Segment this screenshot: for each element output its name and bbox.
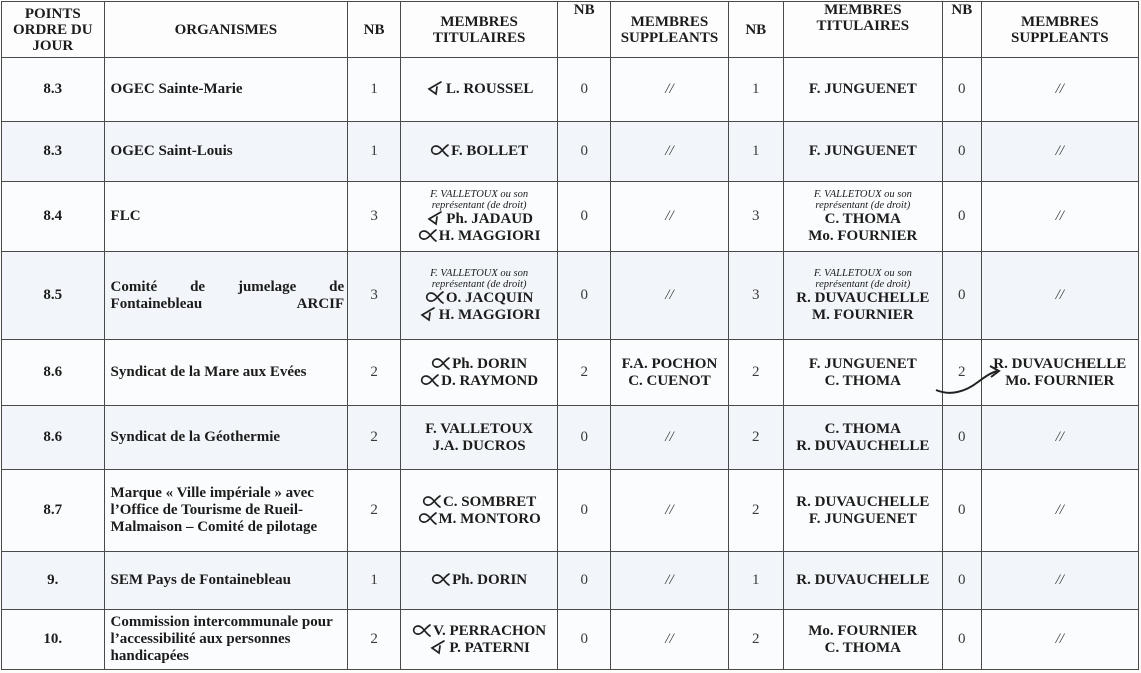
organisme-name: SEM Pays de Fontainebleau	[110, 572, 291, 588]
member-line	[404, 290, 554, 307]
titulaires-cell	[783, 470, 942, 552]
member-name: //	[665, 572, 674, 588]
nb-value: 0	[958, 429, 966, 445]
point-cell	[2, 552, 105, 610]
point-cell	[2, 340, 105, 406]
member-name: R. DUVAUCHELLE	[796, 289, 930, 306]
organisme-name: Syndicat de la Géothermie	[110, 429, 281, 445]
table-row	[2, 406, 1139, 470]
table-row	[2, 182, 1139, 252]
point-cell	[2, 58, 105, 122]
suppleants-cell	[981, 406, 1138, 470]
nb-value: 1	[751, 572, 760, 588]
nb-cell	[558, 252, 611, 340]
representative-note: F. VALLETOUX ou son représentant (de droit)	[813, 188, 912, 211]
titulaires-cell	[783, 252, 942, 340]
header-points: POINTS ORDRE DU JOUR	[2, 2, 105, 58]
handwritten-check-icon	[428, 640, 448, 654]
titulaires-cell	[783, 552, 942, 610]
organisme-cell	[104, 470, 348, 552]
member-name: F. JUNGUENET	[808, 355, 917, 372]
organisme-name: Marque « Ville impériale » avec l’Office de Tourisme de Rueil-Malmaison – Comité de pilotage	[110, 485, 318, 535]
organisme-name: Syndicat de la Mare aux Evées	[110, 364, 307, 380]
handwritten-alpha-mark-icon	[422, 494, 442, 508]
member-line	[404, 511, 554, 528]
member-line	[404, 421, 554, 438]
handwritten-alpha-mark-icon	[420, 373, 440, 387]
member-name: M. FOURNIER	[811, 306, 914, 323]
nb-value: 2	[751, 631, 760, 647]
member-name: Mo. FOURNIER	[808, 622, 918, 639]
member-name: C. CUENOT	[628, 372, 711, 389]
nb-value: 0	[958, 502, 966, 518]
nb-value: 2	[751, 502, 760, 518]
handwritten-alpha-mark-icon	[425, 290, 445, 304]
titulaires-cell	[400, 182, 557, 252]
member-name: F. JUNGUENET	[808, 510, 917, 527]
nb-value: 0	[580, 208, 588, 224]
nb-value: 2	[370, 502, 378, 518]
member-name: //	[665, 208, 674, 224]
point-number: 8.6	[43, 429, 63, 445]
member-line	[404, 356, 554, 373]
titulaires-cell	[400, 552, 557, 610]
header-nb: NB	[728, 2, 783, 58]
member-name: //	[1055, 143, 1064, 159]
nb-cell	[558, 340, 611, 406]
nb-value: 2	[580, 364, 588, 380]
organisme-cell	[104, 122, 348, 182]
member-line	[404, 572, 554, 589]
header-titulaires: MEMBRES TITULAIRES	[400, 2, 557, 58]
nb-value: 1	[751, 143, 760, 159]
member-name: R. DUVAUCHELLE	[796, 493, 930, 510]
nb-cell	[943, 470, 982, 552]
handwritten-alpha-mark-icon	[418, 228, 438, 242]
nb-cell	[943, 252, 982, 340]
nb-cell	[728, 252, 783, 340]
representative-note: F. VALLETOUX ou son représentant (de droit)	[430, 267, 529, 290]
suppleants-cell	[611, 610, 729, 670]
organisme-name: OGEC Saint-Louis	[110, 143, 233, 159]
suppleants-cell	[611, 340, 729, 406]
nb-cell	[728, 470, 783, 552]
member-name: C. THOMA	[824, 639, 902, 656]
titulaires-cell	[783, 406, 942, 470]
member-name: O. JACQUIN	[445, 289, 534, 306]
nb-cell	[728, 182, 783, 252]
point-cell	[2, 182, 105, 252]
header-nb: NB	[943, 2, 982, 58]
table-row	[2, 610, 1139, 670]
suppleants-cell	[981, 470, 1138, 552]
nb-value: 1	[370, 572, 378, 588]
nb-value: 1	[751, 81, 760, 97]
header-nb: NB	[558, 2, 611, 58]
nb-cell	[348, 252, 401, 340]
member-name: V. PERRACHON	[433, 622, 547, 639]
nb-cell	[348, 552, 401, 610]
organisme-cell	[104, 252, 348, 340]
nb-value: 0	[580, 572, 588, 588]
point-number: 8.6	[43, 364, 63, 380]
nb-value: 0	[958, 143, 966, 159]
nb-value: 0	[580, 143, 588, 159]
suppleants-cell	[981, 552, 1138, 610]
delegates-table	[1, 1, 1139, 670]
suppleants-cell	[981, 182, 1138, 252]
header-suppleants: MEMBRES SUPPLEANTS	[981, 2, 1138, 58]
nb-cell	[348, 610, 401, 670]
member-name: //	[1055, 631, 1064, 647]
nb-value: 1	[370, 143, 378, 159]
table-row	[2, 252, 1139, 340]
member-name: C. THOMA	[824, 372, 902, 389]
titulaires-cell	[783, 58, 942, 122]
member-line	[404, 623, 554, 640]
nb-cell	[943, 182, 982, 252]
suppleants-cell	[611, 552, 729, 610]
organisme-cell	[104, 552, 348, 610]
point-number: 8.7	[43, 502, 63, 518]
nb-cell	[348, 470, 401, 552]
point-cell	[2, 610, 105, 670]
handwritten-alpha-mark-icon	[431, 572, 451, 586]
representative-note: F. VALLETOUX ou son représentant (de droit)	[813, 267, 912, 290]
nb-cell	[348, 182, 401, 252]
handwritten-check-icon	[425, 81, 445, 95]
nb-cell	[728, 552, 783, 610]
member-name: C. THOMA	[824, 420, 902, 437]
nb-cell	[943, 340, 982, 406]
nb-cell	[943, 406, 982, 470]
organisme-cell	[104, 182, 348, 252]
member-name: //	[1055, 502, 1064, 518]
titulaires-cell	[783, 182, 942, 252]
member-line	[404, 494, 554, 511]
nb-cell	[558, 610, 611, 670]
member-line	[404, 438, 554, 455]
header-titulaires: MEMBRES TITULAIRES	[783, 2, 942, 58]
titulaires-cell	[783, 610, 942, 670]
nb-cell	[348, 58, 401, 122]
handwritten-alpha-mark-icon	[418, 511, 438, 525]
titulaires-cell	[400, 58, 557, 122]
member-name: //	[665, 81, 674, 97]
nb-cell	[558, 406, 611, 470]
handwritten-check-icon	[418, 307, 438, 321]
member-line	[404, 373, 554, 390]
point-number: 8.3	[43, 81, 63, 97]
handwritten-check-icon	[425, 211, 445, 225]
member-name: C. SOMBRET	[442, 493, 537, 510]
titulaires-cell	[400, 406, 557, 470]
suppleants-cell	[981, 122, 1138, 182]
member-name: C. THOMA	[824, 210, 902, 227]
member-name: R. DUVAUCHELLE	[796, 437, 930, 454]
titulaires-cell	[783, 340, 942, 406]
member-name: Ph. JADAUD	[446, 210, 533, 227]
member-name: //	[1055, 287, 1064, 303]
nb-value: 0	[958, 287, 966, 303]
point-cell	[2, 122, 105, 182]
organisme-cell	[104, 610, 348, 670]
member-name: H. MAGGIORI	[438, 227, 541, 244]
nb-cell	[348, 122, 401, 182]
titulaires-cell	[783, 122, 942, 182]
member-line	[404, 640, 554, 657]
titulaires-cell	[400, 610, 557, 670]
member-name: F. VALLETOUX	[425, 420, 534, 437]
member-name: F. BOLLET	[451, 143, 529, 159]
titulaires-cell	[400, 340, 557, 406]
nb-value: 2	[958, 364, 966, 380]
header-organismes: ORGANISMES	[104, 2, 348, 58]
suppleants-cell	[611, 406, 729, 470]
point-cell	[2, 252, 105, 340]
nb-value: 0	[958, 208, 966, 224]
point-number: 8.5	[43, 287, 63, 303]
nb-cell	[558, 58, 611, 122]
organisme-cell	[104, 340, 348, 406]
nb-value: 2	[751, 429, 760, 445]
nb-value: 3	[370, 287, 378, 303]
nb-cell	[728, 340, 783, 406]
nb-value: 0	[958, 81, 966, 97]
member-name: F. JUNGUENET	[808, 143, 917, 159]
table-row	[2, 58, 1139, 122]
nb-value: 3	[751, 287, 760, 303]
nb-cell	[558, 552, 611, 610]
table-row	[2, 340, 1139, 406]
member-name: Mo. FOURNIER	[1005, 372, 1115, 389]
nb-cell	[558, 470, 611, 552]
member-name: //	[665, 429, 674, 445]
titulaires-cell	[400, 122, 557, 182]
header-nb: NB	[348, 2, 401, 58]
nb-cell	[728, 58, 783, 122]
nb-value: 2	[370, 429, 378, 445]
nb-value: 3	[370, 208, 378, 224]
member-line	[404, 143, 554, 160]
suppleants-cell	[611, 58, 729, 122]
suppleants-cell	[981, 252, 1138, 340]
suppleants-cell	[981, 610, 1138, 670]
member-name: Ph. DORIN	[452, 572, 528, 588]
member-name: M. MONTORO	[438, 510, 541, 527]
nb-cell	[728, 610, 783, 670]
nb-cell	[943, 58, 982, 122]
member-name: F. JUNGUENET	[808, 81, 917, 97]
point-number: 9.	[47, 572, 59, 588]
nb-cell	[728, 122, 783, 182]
suppleants-cell	[611, 252, 729, 340]
member-name: //	[665, 502, 674, 518]
nb-value: 2	[370, 364, 378, 380]
point-number: 8.3	[43, 143, 63, 159]
nb-cell	[348, 406, 401, 470]
point-number: 10.	[43, 631, 63, 647]
organisme-name: Commission intercommunale pour l’accessibilité aux personnes handicapées	[110, 614, 333, 664]
member-name: //	[665, 143, 674, 159]
nb-value: 0	[958, 631, 966, 647]
suppleants-cell	[981, 58, 1138, 122]
member-name: //	[665, 631, 674, 647]
table-row	[2, 552, 1139, 610]
nb-cell	[348, 340, 401, 406]
member-name: //	[1055, 572, 1064, 588]
member-name: //	[1055, 429, 1064, 445]
point-number: 8.4	[43, 208, 63, 224]
nb-value: 0	[580, 287, 588, 303]
member-name: R. DUVAUCHELLE	[993, 355, 1127, 372]
nb-value: 0	[580, 631, 588, 647]
suppleants-cell	[611, 470, 729, 552]
nb-value: 2	[751, 364, 760, 380]
point-cell	[2, 406, 105, 470]
nb-cell	[558, 122, 611, 182]
member-name: D. RAYMOND	[441, 372, 539, 389]
member-name: P. PATERNI	[449, 639, 530, 656]
nb-cell	[943, 122, 982, 182]
handwritten-alpha-mark-icon	[412, 623, 432, 637]
titulaires-cell	[400, 252, 557, 340]
member-name: J.A. DUCROS	[432, 437, 526, 454]
representative-note: F. VALLETOUX ou son représentant (de droit)	[430, 188, 529, 211]
organisme-cell	[104, 406, 348, 470]
member-name: F.A. POCHON	[621, 355, 718, 372]
nb-cell	[943, 610, 982, 670]
member-line	[404, 81, 554, 98]
member-line	[404, 228, 554, 245]
nb-cell	[943, 552, 982, 610]
organisme-cell	[104, 58, 348, 122]
member-name: //	[1055, 81, 1064, 97]
member-line	[404, 307, 554, 324]
nb-value: 2	[370, 631, 378, 647]
member-name: Ph. DORIN	[452, 355, 528, 372]
table-row	[2, 470, 1139, 552]
member-line	[404, 211, 554, 228]
member-name: H. MAGGIORI	[438, 306, 541, 323]
titulaires-cell	[400, 470, 557, 552]
nb-value: 0	[958, 572, 966, 588]
member-name: //	[665, 287, 674, 303]
nb-value: 3	[751, 208, 760, 224]
member-name: R. DUVAUCHELLE	[796, 572, 930, 588]
suppleants-cell	[981, 340, 1138, 406]
organisme-name: FLC	[110, 208, 141, 224]
nb-value: 0	[580, 502, 588, 518]
point-cell	[2, 470, 105, 552]
member-name: L. ROUSSEL	[445, 81, 534, 97]
suppleants-cell	[611, 182, 729, 252]
header-suppleants: MEMBRES SUPPLEANTS	[611, 2, 729, 58]
suppleants-cell	[611, 122, 729, 182]
nb-value: 1	[370, 81, 378, 97]
handwritten-alpha-mark-icon	[431, 356, 451, 370]
nb-cell	[728, 406, 783, 470]
organisme-name: OGEC Sainte-Marie	[110, 81, 243, 97]
nb-cell	[558, 182, 611, 252]
organisme-name: Comité de jumelage de Fontainebleau ARCIF	[110, 278, 345, 312]
member-name: //	[1055, 208, 1064, 224]
nb-value: 0	[580, 81, 588, 97]
member-name: Mo. FOURNIER	[808, 227, 918, 244]
header-row	[2, 2, 1139, 58]
nb-value: 0	[580, 429, 588, 445]
table-row	[2, 122, 1139, 182]
handwritten-alpha-mark-icon	[430, 143, 450, 157]
